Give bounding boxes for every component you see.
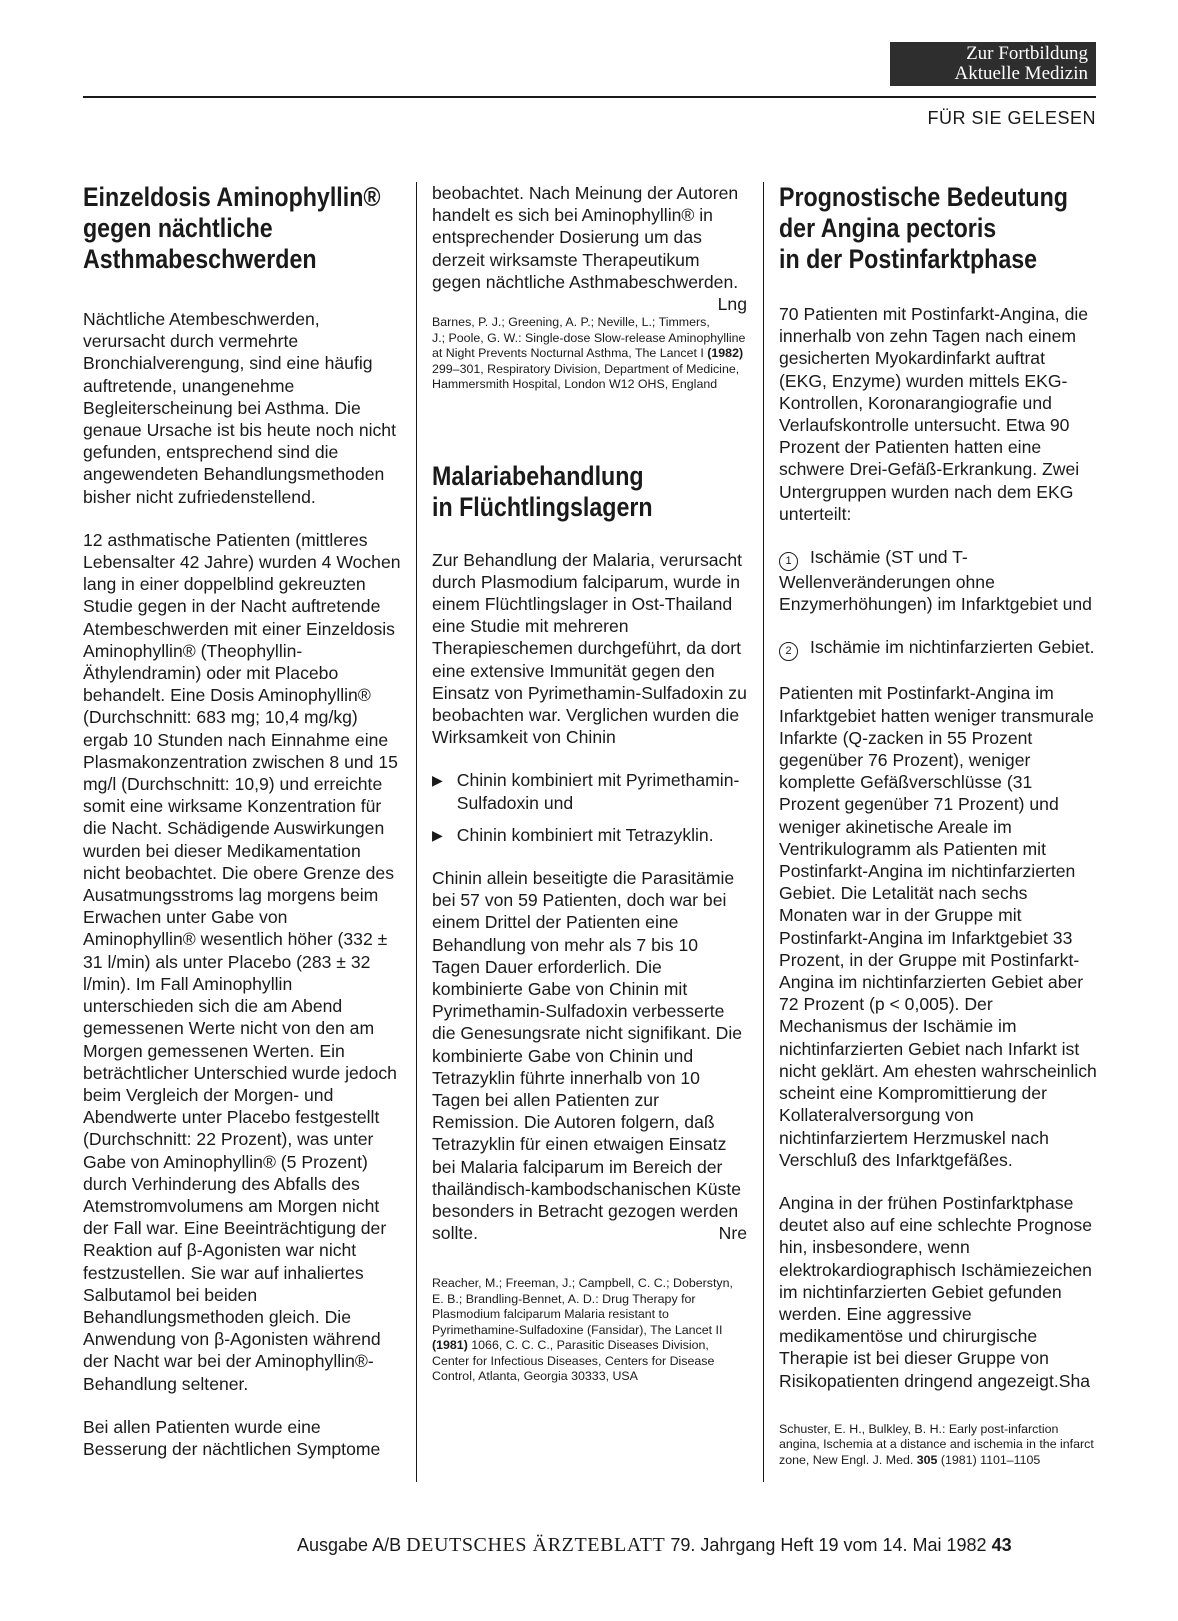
bullet-item <box>432 824 747 846</box>
reference-text: Schuster, E. H., Bulkley, B. H.: Early post-infarction angina, Ischemia at a distance and ischemia in the infarct zone, New Engl. J. Med. <box>779 1421 1094 1467</box>
article-3-paragraph: 70 Patienten mit Postinfarkt-Angina, die innerhalb von zehn Tagen nach einem gesicherten Myokardinfarkt auftrat (EKG, Enzyme) wurden mittels EKG-Kontrollen, Koronarangiografie und Verlaufskontrolle untersucht. Etwa 90 Prozent der Patienten hatten eine schwere Drei-Gefäß-Erkrankung. Zwei Untergruppen wurden nach dem EKG unterteilt: <box>779 304 1089 524</box>
article-2-signature: Nre <box>718 1223 747 1244</box>
badge-line-2: Aktuelle Medizin <box>954 63 1088 84</box>
article-1-reference <box>432 315 747 393</box>
article-1-paragraph: Bei allen Patienten wurde eine Besserung der nächtlichen Symptome <box>83 1416 381 1459</box>
page-number: 43 <box>991 1535 1012 1555</box>
article-3-title-line: der Angina pectoris <box>779 213 997 243</box>
bullet-text: Chinin kombiniert mit Tetrazyklin. <box>456 824 714 845</box>
footer-edition: Ausgabe A/B <box>297 1535 402 1555</box>
article-3-body: Angina in der frühen Postinfarktphase deutet also auf eine schlechte Prognose hin, insbesondere, wenn elektrokardiographisch Ischämiezeichen im nichtinfarzierten Gebiet gefunden werden. Eine aggressive medikamentöse und chirurgische Therapie ist bei dieser Gruppe von Risikopatienten dringend angezeigt. <box>779 1192 1092 1391</box>
article-1-paragraph: beobachtet. Nach Meinung der Autoren handelt es sich bei Aminophyllin® in entsprechender Dosierung um das derzeit wirksamste Therapeutikum gegen nächtliche Asthmabeschwerden. <box>432 183 739 292</box>
footer-journal: DEUTSCHES ÄRZTEBLATT <box>406 1534 666 1556</box>
header-rule <box>83 96 1096 98</box>
article-2-reference <box>432 1276 747 1385</box>
reference-year: (1982) <box>707 346 744 361</box>
column-3 <box>779 182 1097 1489</box>
column-divider-1 <box>416 182 417 1482</box>
triangle-bullet-icon: ▶ <box>432 772 443 789</box>
reference-text: 1066, C. C. C., Parasitic Diseases Division, Center for Infectious Diseases, Centers for Disease Control, Atlanta, Georgia 30333, USA <box>432 1338 715 1384</box>
reference-volume: 305 <box>916 1452 938 1467</box>
reference-year: (1981) <box>432 1338 468 1353</box>
article-2-body: Chinin allein beseitigte die Parasitämie bei 57 von 59 Patienten, doch war bei einem Drittel der Patienten eine Behandlung von mehr als 7 bis 10 Tagen Dauer erforderlich. Die kombinierte Gabe von Chinin mit Pyrimethamin-Sulfadoxin verbesserte die Genesungsrate nicht signifikant. Die kombinierte Gabe von Chinin und Tetrazyklin führte innerhalb von 10 Tagen bei allen Patienten zur Remission. Die Autoren folgern, daß Tetrazyklin für einen etwaigen Einsatz bei Malaria falciparum im Bereich der thailändisch-kambodschanischen Küste besonders in Betracht gezogen werden sollte. <box>432 867 743 1244</box>
column-2 <box>432 182 747 1406</box>
bullet-text: Chinin kombiniert mit Pyrimethamin-Sulfadoxin und <box>456 770 740 813</box>
article-2-title-line: in Flüchtlingslagern <box>432 491 653 522</box>
triangle-bullet-icon: ▶ <box>432 826 443 843</box>
article-3-reference <box>779 1422 1097 1469</box>
column-divider-2 <box>763 182 764 1482</box>
section-badge <box>890 42 1096 86</box>
article-1-title-line: Asthmabeschwerden <box>83 244 317 274</box>
list-item-text: Ischämie (ST und T-Wellenveränderungen ohne Enzymerhöhungen) im Infarktgebiet und <box>779 547 1092 615</box>
footer-issue: 79. Jahrgang Heft 19 vom 14. Mai 1982 <box>670 1535 987 1555</box>
article-3-title-line: in der Postinfarktphase <box>779 244 1038 274</box>
article-1-paragraph: 12 asthmatische Patienten (mittleres Lebensalter 42 Jahre) wurden 4 Wochen lang in einer doppelblind gekreuzten Studie gegen in der Nacht auftretende Atembeschwerden mit einer Einzeldosis Aminophyllin® (Theophyllin-Äthylendramin) oder mit Placebo behandelt. Eine Dosis Aminophyllin® (Durchschnitt: 683 mg; 10,4 mg/kg) ergab 10 Stunden nach Einnahme eine Plasmakonzentration zwischen 8 und 15 mg/l (Durchschnitt: 10,9) und erreichte somit eine wirksame Konzentration für die Nacht. Schädigende Auswirkungen wurden bei dieser Medikamentation nicht beobachtet. Die obere Grenze des Ausatmungsstroms lag morgens beim Erwachen unter Gabe von Aminophyllin® wesentlich höher (332 ± 31 l/min) als unter Placebo (283 ± 32 l/min). Im Fall Aminophyllin unterschieden sich die am Abend gemessenen Werte nicht von den am Morgen gemessenen Werten. Ein beträchtlicher Unterschied wurde jedoch beim Vergleich der Morgen- und Abendwerte unter Placebo festgestellt (Durchschnitt: 22 Prozent), was unter Gabe von Aminophyllin® (5 Prozent) durch Verhinderung des Abfalls des Atemstromvolumens am Morgen nicht der Fall war. Eine Beeinträchtigung der Reaktion auf β-Agonisten war nicht festzustellen. Sie war auf inhaliertes Salbutamol bei beiden Behandlungsmethoden gleich. Die Anwendung von β-Agonisten während der Nacht war bei der Aminophyllin®-Behandlung seltener. <box>83 529 401 1394</box>
article-3-paragraph <box>779 1192 1097 1392</box>
article-3-paragraph: Patienten mit Postinfarkt-Angina im Infarktgebiet hatten weniger transmurale Infarkte (Q-zacken in 55 Prozent gegenüber 76 Prozent), weniger komplette Gefäßverschlüsse (31 Prozent gegenüber 71 Prozent) und weniger akinetische Areale im Ventrikulogramm als Patienten mit Postinfarkt-Angina im nichtinfarzierten Gebiet. Die Letalität nach sechs Monaten war in der Gruppe mit Postinfarkt-Angina im Infarktgebiet 33 Prozent, in der Gruppe mit Postinfarkt-Angina im nichtinfarzierten Gebiet aber 72 Prozent (p < 0,005). Der Mechanismus der Ischämie im nichtinfarzierten Gebiet nach Infarkt ist nicht geklärt. Am ehesten wahrscheinlich scheint eine Kompromittierung der Kollateralversorgung von nichtinfarziertem Herzmuskel nach Verschluß des Infarktgefäßes. <box>779 683 1097 1170</box>
article-3-list-item <box>779 546 1097 615</box>
reference-text: Barnes, P. J.; Greening, A. P.; Neville, L.; Timmers, J.; Poole, G. W.: Single-dose Slow-release Aminophylline at Night Prevents Nocturnal Asthma, The Lancet I <box>432 315 746 361</box>
article-1-continuation <box>432 182 747 315</box>
column-1 <box>83 182 401 1481</box>
badge-line-1: Zur Fortbildung <box>966 43 1088 64</box>
article-1-paragraph: Nächtliche Atembeschwerden, verursacht durch vermehrte Bronchialverengung, sind eine häufig auftretende, unangenehme Begleiterscheinung bei Asthma. Die genaue Ursache ist bis heute noch nicht gefunden, entsprechend sind die angewendeten Behandlungsmethoden bisher nicht zufriedenstellend. <box>83 309 396 507</box>
list-item-text: Ischämie im nichtinfarzierten Gebiet. <box>810 637 1095 658</box>
article-3-title <box>779 182 1097 275</box>
reference-text: 299–301, Respiratory Division, Department of Medicine, Hammersmith Hospital, London W12 OHS, England <box>432 361 740 392</box>
section-label: FÜR SIE GELESEN <box>927 108 1096 128</box>
article-1-title-line: Einzeldosis Aminophyllin® <box>83 182 381 212</box>
page-footer <box>297 1534 1097 1557</box>
reference-text: (1981) 1101–1105 <box>937 1452 1041 1467</box>
article-2-title-line: Malariabehandlung <box>432 460 644 491</box>
article-2-title <box>432 461 750 523</box>
bullet-item <box>432 769 747 813</box>
article-3-list-item <box>779 636 1097 661</box>
article-1-title-line: gegen nächtliche <box>83 213 273 243</box>
article-3-signature: Sha <box>1058 1370 1091 1391</box>
circled-number-icon: 1 <box>779 552 798 571</box>
article-2-paragraph: Zur Behandlung der Malaria, verursacht durch Plasmodium falciparum, wurde in einem Flüchtlingslager in Ost-Thailand eine Studie mit mehreren Therapieschemen durchgeführt, da dort eine extensive Immunität gegen den Einsatz von Pyrimethamin-Sulfadoxin zu beobachten war. Verglichen wurden die Wirksamkeit von Chinin <box>432 549 747 748</box>
article-3-title-line: Prognostische Bedeutung <box>779 182 1068 212</box>
article-1-title <box>83 182 401 275</box>
circled-number-icon: 2 <box>779 642 798 661</box>
article-1-signature: Lng <box>717 294 747 315</box>
reference-text: Reacher, M.; Freeman, J.; Campbell, C. C.; Doberstyn, E. B.; Brandling-Bennet, A. D.: Drug Therapy for Plasmodium falciparum Malaria resistant to Pyrimethamine-Sulfadoxine (Fansidar), The Lancet II <box>432 1276 733 1337</box>
article-2-paragraph <box>432 867 747 1244</box>
